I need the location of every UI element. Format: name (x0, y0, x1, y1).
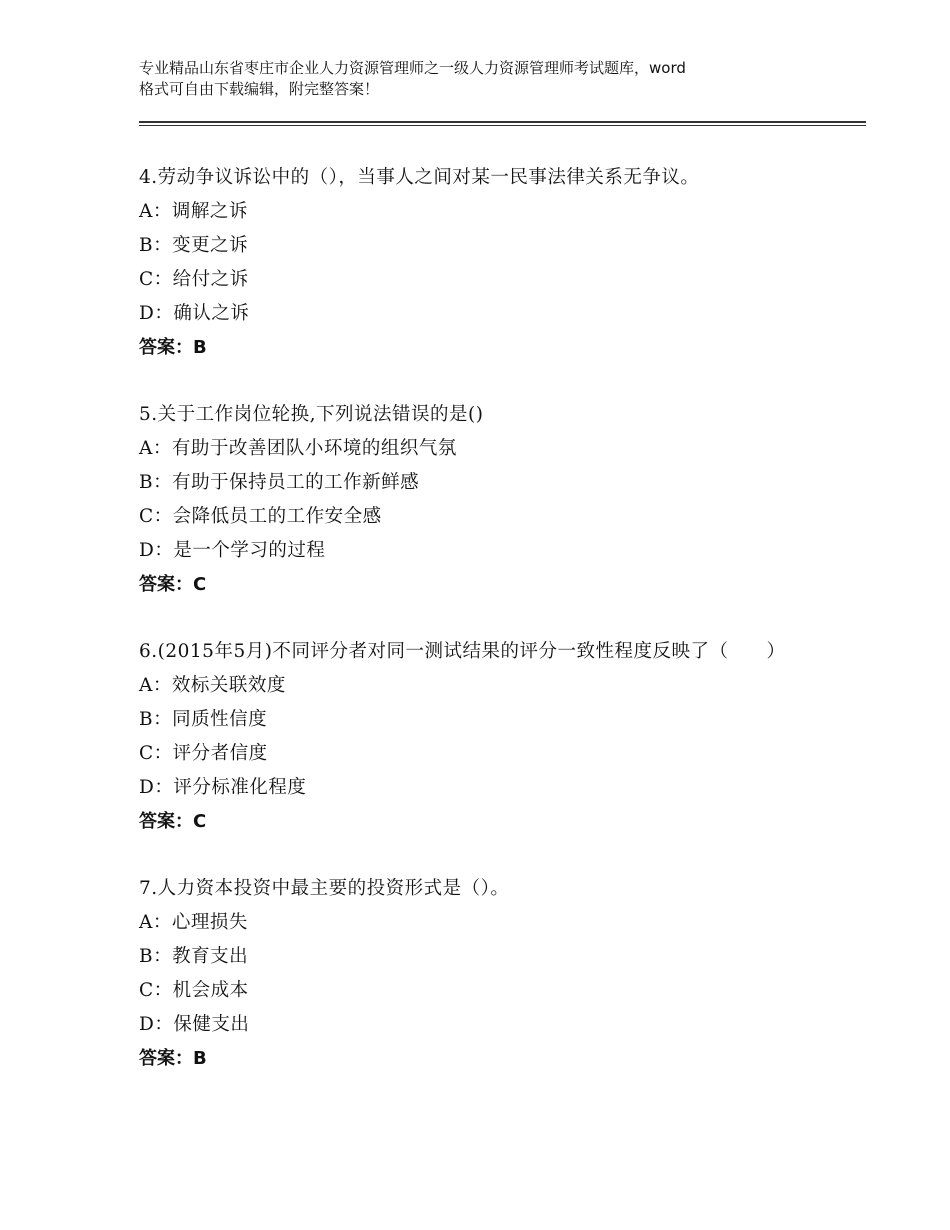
answer-label: 答案：B (139, 337, 207, 358)
option-b: B：同质性信度 (139, 709, 268, 730)
option-b: B：有助于保持员工的工作新鲜感 (139, 472, 420, 493)
option-a: A：效标关联效度 (139, 675, 286, 696)
header-divider-thick (139, 121, 866, 123)
header-line-2: 格式可自由下载编辑，附完整答案！ (139, 80, 380, 98)
option-c: C：机会成本 (139, 980, 249, 1001)
question-stem: 7.人力资本投资中最主要的投资形式是（）。 (139, 878, 510, 899)
answer-label: 答案：B (139, 1048, 207, 1069)
option-b: B：变更之诉 (139, 235, 249, 256)
option-b: B：教育支出 (139, 946, 249, 967)
header-divider-thin (139, 125, 866, 126)
answer-label: 答案：C (139, 574, 207, 595)
option-d: D：是一个学习的过程 (139, 540, 326, 561)
question-7 (139, 872, 859, 1076)
option-c: C：评分者信度 (139, 743, 268, 764)
answer-label: 答案：C (139, 811, 207, 832)
question-list (139, 161, 859, 1109)
question-stem: 4.劳动争议诉讼中的（），当事人之间对某一民事法律关系无争议。 (139, 167, 700, 188)
question-stem: 5.关于工作岗位轮换,下列说法错误的是() (139, 404, 484, 425)
option-d: D：确认之诉 (139, 303, 250, 324)
question-4 (139, 161, 859, 365)
option-c: C：给付之诉 (139, 269, 249, 290)
option-a: A：有助于改善团队小环境的组织气氛 (139, 438, 457, 459)
option-a: A：心理损失 (139, 912, 248, 933)
document-header (139, 58, 839, 100)
option-d: D：保健支出 (139, 1014, 250, 1035)
header-line-1: 专业精品山东省枣庄市企业人力资源管理师之一级人力资源管理师考试题库，word (139, 59, 686, 77)
question-5 (139, 398, 859, 602)
question-6 (139, 635, 859, 839)
option-d: D：评分标准化程度 (139, 777, 307, 798)
option-c: C：会降低员工的工作安全感 (139, 506, 382, 527)
question-stem: 6.(2015年5月)不同评分者对同一测试结果的评分一致性程度反映了（ ） (139, 641, 786, 662)
option-a: A：调解之诉 (139, 201, 248, 222)
